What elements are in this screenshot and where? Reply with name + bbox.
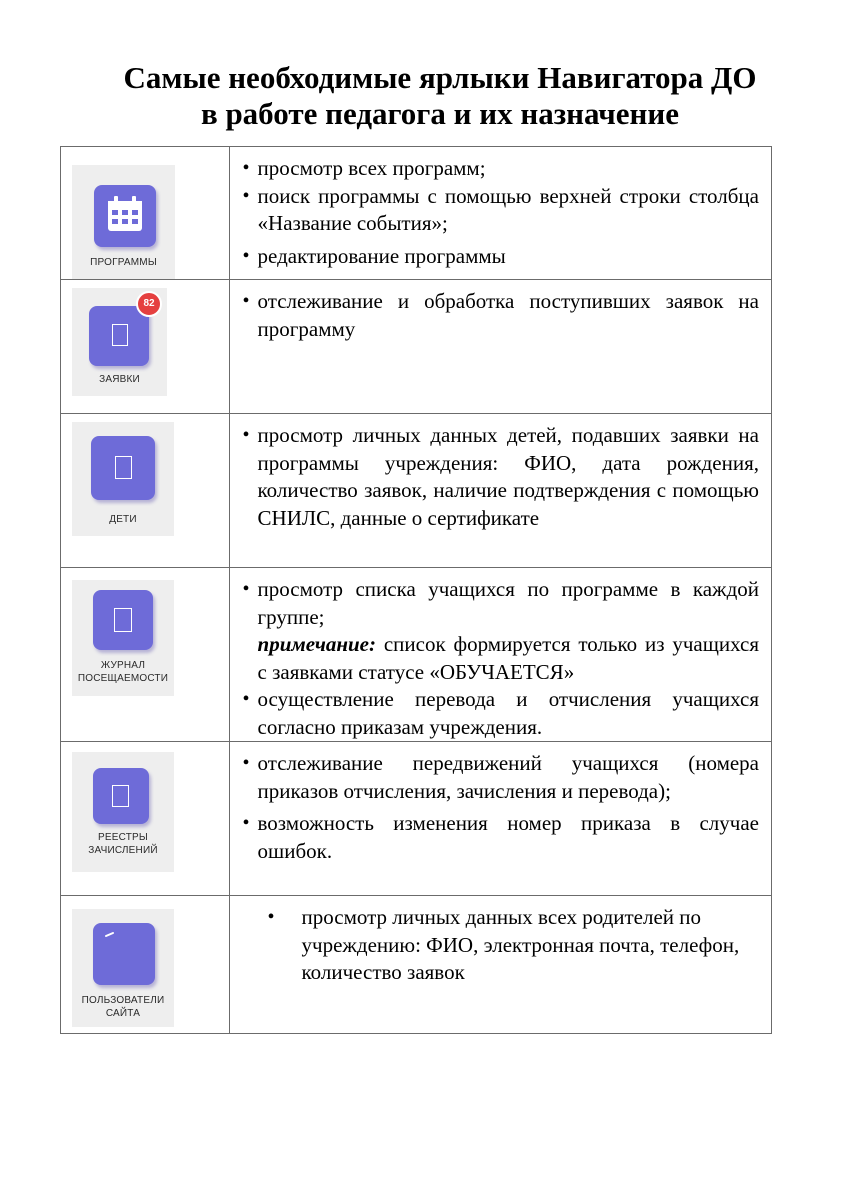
note-text: список формируется только из учащихся с заявками статусе «ОБУЧАЕТСЯ»: [257, 632, 760, 684]
shortcut-label: ДЕТИ: [109, 514, 137, 525]
document-icon: [91, 436, 155, 500]
shortcut-label: [72, 832, 174, 857]
shortcuts-table: [60, 146, 772, 1034]
users-icon: [93, 923, 155, 985]
table-row: [61, 742, 772, 896]
shortcut-label-line: РЕЕСТРЫ: [98, 832, 148, 843]
document-icon: [93, 768, 149, 824]
description-cell: [229, 147, 771, 280]
description-cell: [229, 568, 771, 742]
shortcut-label: [72, 660, 174, 685]
shortcut-label-line: САЙТА: [105, 1007, 141, 1019]
shortcut-enrollment-registers[interactable]: [72, 752, 174, 872]
icon-cell: [61, 742, 230, 896]
notification-badge: 82: [136, 291, 162, 317]
note-label: примечание:: [257, 632, 376, 656]
icon-cell: [61, 896, 230, 1034]
list-item: • поиск программы с помощью верхней строки столбца «Название события»;: [258, 183, 759, 238]
shortcut-label-line: ПОСЕЩАЕМОСТИ: [77, 672, 169, 684]
list-item: [258, 576, 759, 686]
users-icon-glyph: [93, 923, 155, 985]
calendar-icon-glyph: [94, 185, 156, 247]
shortcut-children[interactable]: [72, 422, 174, 536]
shortcut-label-line: ЗАЧИСЛЕНИЙ: [88, 844, 158, 856]
calendar-icon: [94, 185, 156, 247]
document-icon: [89, 306, 149, 366]
shortcut-label-line: ЖУРНАЛ: [100, 660, 146, 671]
shortcut-label: [72, 995, 174, 1020]
title-line-2: в работе педагога и их назначение: [200, 96, 680, 131]
description-list: [258, 155, 759, 270]
icon-cell: [61, 280, 230, 414]
shortcut-programs[interactable]: [72, 165, 175, 279]
list-item: • отслеживание и обработка поступивших заявок на программу: [258, 288, 759, 343]
description-cell: [229, 280, 771, 414]
list-item: • просмотр всех программ;: [258, 155, 759, 183]
icon-cell: [61, 147, 230, 280]
shortcut-label: ЗАЯВКИ: [99, 374, 140, 385]
list-item: • возможность изменения номер приказа в случае ошибок.: [258, 810, 759, 865]
document-icon: [93, 590, 153, 650]
list-item: • отслеживание передвижений учащихся (номера приказов отчисления, зачисления и перевода);: [258, 750, 759, 805]
table-row: [61, 896, 772, 1034]
table-row: [61, 414, 772, 568]
table-row: [61, 280, 772, 414]
description-list: [258, 422, 759, 532]
description-cell: [229, 742, 771, 896]
list-item: • редактирование программы: [258, 243, 759, 271]
title-line-1: Самые необходимые ярлыки Навигатора ДО: [123, 60, 757, 95]
shortcut-site-users[interactable]: [72, 909, 174, 1027]
list-item: • осуществление перевода и отчисления учащихся согласно приказам учреждения.: [258, 686, 759, 741]
list-item: • просмотр личных данных детей, подавших заявки на программы учреждения: ФИО, дата рождения, количество заявок, наличие подтверждения с помощью СНИЛС, данные о сертификате: [258, 422, 759, 532]
description-list: [258, 750, 759, 865]
shortcut-applications[interactable]: [72, 288, 167, 396]
list-item-text: просмотр списка учащихся по программе в каждой группе;: [257, 577, 759, 629]
shortcut-label: ПРОГРАММЫ: [90, 257, 157, 268]
page-title: [60, 60, 820, 132]
icon-cell: [61, 414, 230, 568]
description-cell: [229, 414, 771, 568]
table-row: [61, 147, 772, 280]
description-list: [302, 904, 749, 987]
description-list: [258, 576, 759, 741]
description-cell: [229, 896, 771, 1034]
shortcut-label-line: ПОЛЬЗОВАТЕЛИ: [81, 995, 165, 1006]
icon-cell: [61, 568, 230, 742]
note: [258, 631, 759, 686]
shortcut-attendance-journal[interactable]: [72, 580, 174, 696]
table-row: [61, 568, 772, 742]
description-list: [258, 288, 759, 343]
list-item: • просмотр личных данных всех родителей по учреждению: ФИО, электронная почта, телефон, количество заявок: [302, 904, 749, 987]
